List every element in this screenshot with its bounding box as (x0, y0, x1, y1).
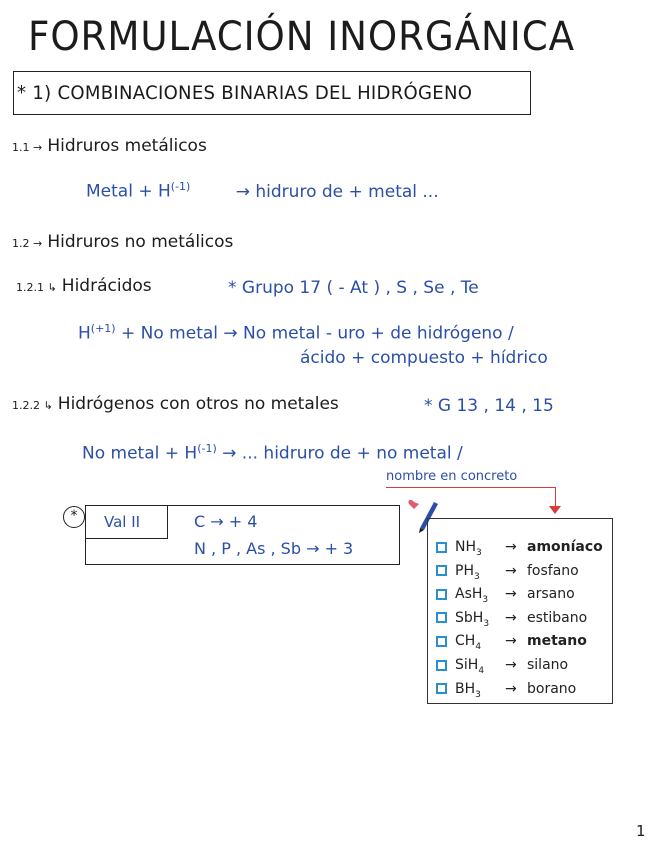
hydride-formula-base: CH (455, 633, 476, 650)
formula-1-2-2-right: → ... hidruro de + no metal / (222, 443, 463, 464)
hydride-item (436, 657, 568, 676)
valence-label: Val II (104, 513, 141, 531)
hydride-name: metano (527, 633, 587, 650)
formula-1-2-1-left: H (78, 323, 91, 344)
section-1-1-number: 1.1 → (12, 141, 43, 154)
valence-label-cell (86, 506, 168, 539)
section-1-box (13, 71, 531, 115)
arrow-icon: → (505, 657, 517, 673)
bullet-icon (436, 683, 447, 694)
red-underline (386, 487, 556, 488)
hydride-formula (455, 563, 505, 582)
red-arrow-icon (549, 506, 561, 514)
hydride-formula-base: SbH (455, 609, 484, 626)
hydride-formula (455, 681, 505, 700)
section-1-2-label: Hidruros no metálicos (47, 232, 234, 252)
hydride-formula (455, 610, 505, 629)
hydride-formula (455, 586, 505, 605)
bullet-icon (436, 636, 447, 647)
asterisk-circle-icon: * (63, 506, 85, 528)
bullet-icon (436, 612, 447, 623)
hydride-formula-base: SiH (455, 657, 479, 673)
hydride-name: silano (527, 657, 569, 673)
hydride-item (436, 563, 579, 582)
arrow-icon: → (505, 609, 517, 626)
hydride-formula-base: BH (455, 680, 476, 697)
formula-1-2-2-left: No metal + H (82, 443, 198, 464)
valence-line-2: N , P , As , Sb → + 3 (194, 539, 354, 558)
hydride-name: borano (527, 680, 577, 697)
hydride-formula-base: NH (455, 539, 476, 555)
formula-1-1-charge: (-1) (170, 180, 191, 193)
formula-1-1 (86, 180, 439, 202)
arrow-icon: → (505, 680, 517, 697)
section-1-2-1-note: * Grupo 17 ( - At ) , S , Se , Te (228, 278, 479, 298)
hydride-name: amoníaco (527, 539, 603, 555)
arrow-icon: → (505, 586, 517, 603)
page-title: FORMULACIÓN INORGÁNICA (28, 14, 575, 60)
section-1-2-1-number: 1.2.1 ↳ (16, 281, 57, 294)
hydride-formula-sub: 3 (476, 547, 482, 558)
bullet-icon (436, 565, 447, 576)
hydride-formula-sub: 4 (478, 665, 485, 676)
section-1-2-1-label: Hidrácidos (61, 276, 152, 296)
section-1-2 (12, 232, 233, 252)
section-1-2-2 (12, 394, 339, 414)
section-1-2-number: 1.2 → (12, 237, 43, 250)
formula-1-1-left: Metal + H (86, 181, 171, 202)
hydride-formula-sub: 3 (482, 594, 489, 605)
arrow-icon: → (505, 562, 517, 579)
valence-box (85, 505, 400, 565)
formula-1-2-2-charge: (-1) (197, 442, 217, 455)
hydride-item (436, 539, 603, 558)
hydride-formula-base: PH (455, 562, 474, 579)
bullet-icon (436, 589, 447, 600)
section-1-2-1 (16, 276, 152, 296)
section-1-heading: * 1) COMBINACIONES BINARIAS DEL HIDRÓGENO (17, 82, 473, 104)
hydride-formula-sub: 3 (475, 689, 481, 700)
arrow-icon: → (505, 539, 517, 555)
hydride-formula (455, 633, 505, 652)
section-1-2-2-note: * G 13 , 14 , 15 (424, 396, 554, 416)
section-1-2-2-label: Hidrógenos con otros no metales (57, 394, 339, 414)
hydride-name: estibano (527, 609, 588, 626)
hydride-formula-sub: 3 (473, 571, 480, 582)
hydride-name: fosfano (527, 562, 579, 579)
hydride-formula-sub: 3 (483, 618, 490, 629)
valence-line-1: C → + 4 (194, 512, 258, 531)
hydrides-list (427, 518, 613, 704)
formula-1-2-1-line2: ácido + compuesto + hídrico (300, 348, 548, 368)
hydride-item (436, 586, 575, 605)
formula-1-2-2-note: nombre en concreto (386, 469, 518, 484)
formula-1-2-1-mid: + No metal → No metal - uro + de hidrógeno / (121, 323, 514, 344)
section-1-2-2-number: 1.2.2 ↳ (12, 399, 53, 412)
hydride-formula (455, 539, 505, 558)
formula-1-1-right: → hidruro de + metal ... (235, 181, 439, 202)
bullet-icon (436, 542, 447, 553)
formula-1-2-2 (82, 442, 463, 464)
hydride-item (436, 681, 576, 700)
hydride-formula-sub: 4 (475, 642, 482, 653)
arrow-icon: → (505, 633, 517, 650)
section-1-1 (12, 136, 207, 156)
hydride-formula-base: AsH (455, 586, 483, 603)
formula-1-2-1 (78, 322, 514, 344)
hydride-item (436, 633, 587, 652)
bullet-icon (436, 660, 447, 671)
hydride-formula (455, 657, 505, 676)
section-1-1-label: Hidruros metálicos (47, 136, 207, 156)
page-number: 1 (636, 822, 646, 840)
hydride-name: arsano (527, 586, 575, 603)
hydride-item (436, 610, 587, 629)
formula-1-2-1-charge: (+1) (90, 322, 116, 335)
